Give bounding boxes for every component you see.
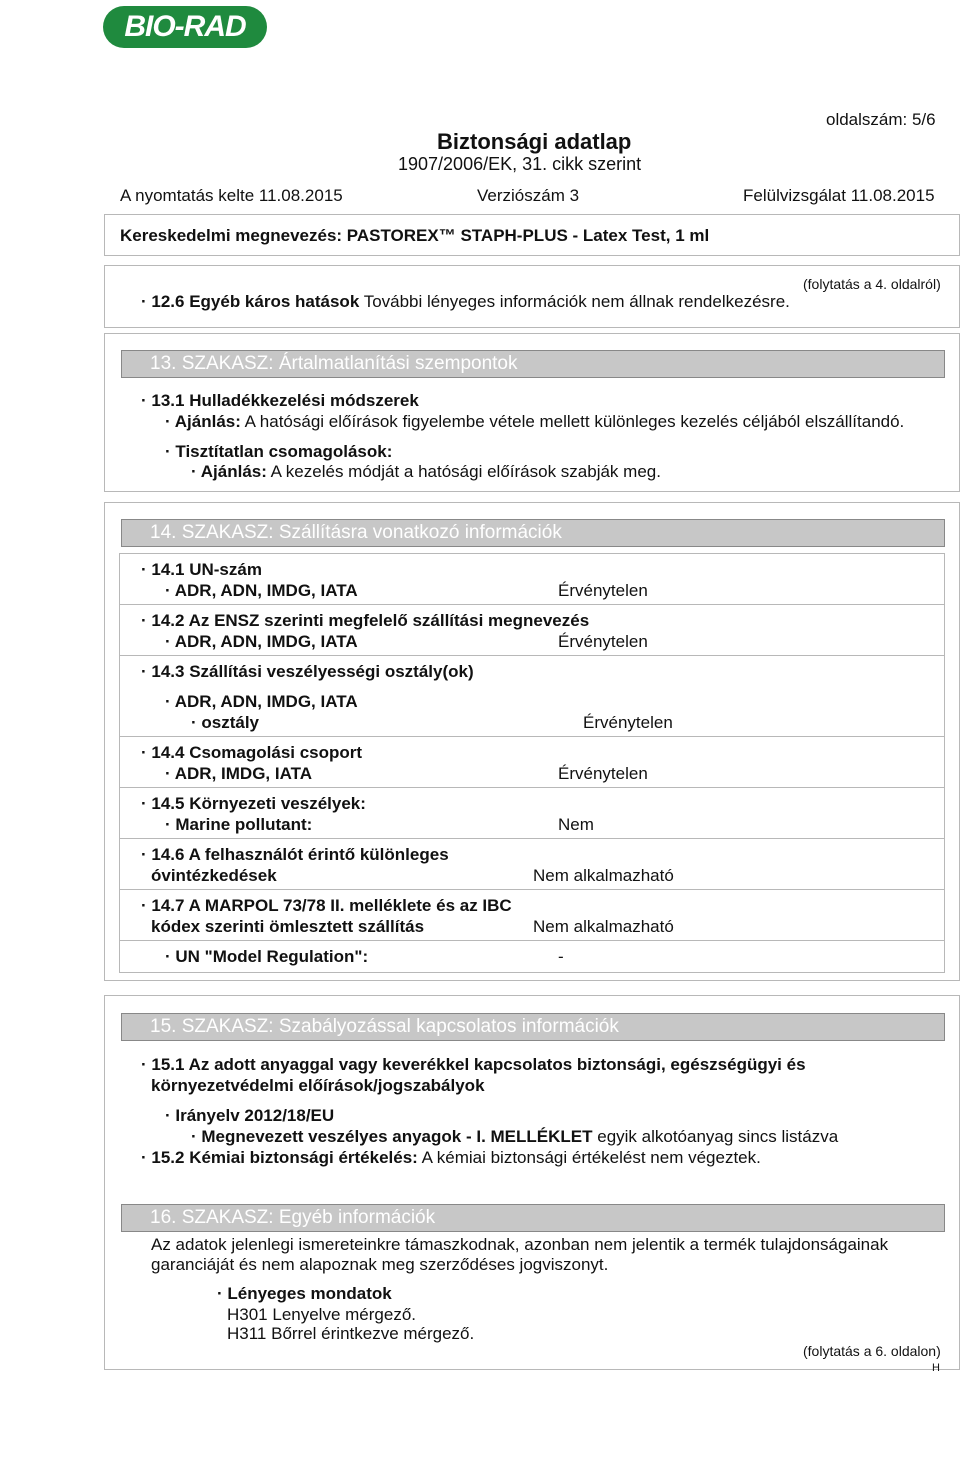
section-15-2-label: · 15.2 Kémiai biztonsági értékelés:	[141, 1148, 418, 1167]
packaging-recommendation	[191, 462, 661, 482]
section-12-6-label: · 12.6 Egyéb káros hatások	[141, 292, 360, 311]
continued-to: (folytatás a 6. oldalon)	[803, 1343, 941, 1359]
section-14-title: 14. SZAKASZ: Szállításra vonatkozó információk	[150, 522, 562, 543]
section-16-paragraph-line2: garanciáját és nem alapoznak meg szerződéses jogviszonyt.	[151, 1255, 609, 1274]
divider	[120, 736, 944, 737]
page-number: oldalszám: 5/6	[826, 110, 936, 129]
section-13-box	[104, 333, 960, 492]
row-14-5-sub: · Marine pollutant:	[165, 815, 313, 834]
section-12-6-text: További lényeges információk nem állnak rendelkezésre.	[359, 292, 790, 311]
row-14-6-heading-cont: óvintézkedések	[151, 866, 277, 885]
section-12-6	[141, 292, 790, 312]
un-model-regulation-value: -	[558, 947, 564, 966]
section-15-header	[121, 1013, 945, 1041]
section-15-1-line1: · 15.1 Az adott anyaggal vagy keverékkel kapcsolatos biztonsági, egészségügyi és	[141, 1055, 806, 1074]
row-14-1-sub: · ADR, ADN, IMDG, IATA	[165, 581, 358, 600]
packaging-recommendation-text: A kezelés módját a hatósági előírások szabják meg.	[266, 462, 661, 481]
uncleaned-packaging: · Tisztítatlan csomagolások:	[165, 442, 393, 461]
row-14-5-value: Nem	[558, 815, 594, 834]
section-16-header	[121, 1204, 945, 1232]
row-14-6-heading: · 14.6 A felhasználót érintő különleges	[141, 845, 449, 864]
row-14-3-heading: · 14.3 Szállítási veszélyességi osztály(ok)	[141, 662, 474, 681]
named-substances-label: · Megnevezett veszélyes anyagok - I. MELLÉKLET	[191, 1127, 593, 1146]
row-14-4-heading: · 14.4 Csomagolási csoport	[141, 743, 363, 762]
row-14-4-sub: · ADR, IMDG, IATA	[165, 764, 312, 783]
revision-date: Felülvizsgálat 11.08.2015	[743, 186, 935, 205]
section-15-2-text: A kémiai biztonsági értékelést nem végeztek.	[417, 1148, 761, 1167]
row-14-6-value: Nem alkalmazható	[533, 866, 674, 885]
recommendation-label: · Ajánlás:	[165, 412, 241, 431]
named-dangerous-substances	[191, 1127, 838, 1147]
section-13-recommendation	[165, 412, 904, 432]
divider	[120, 940, 944, 941]
section-12-box	[104, 265, 960, 328]
section-15-title: 15. SZAKASZ: Szabályozással kapcsolatos információk	[150, 1016, 619, 1037]
row-14-2-sub: · ADR, ADN, IMDG, IATA	[165, 632, 358, 651]
divider	[120, 889, 944, 890]
section-13-header	[121, 350, 945, 378]
version-number: Verziószám 3	[477, 186, 580, 205]
logo-text: BIO-RAD	[124, 10, 246, 43]
divider	[120, 604, 944, 605]
document-subtitle: 1907/2006/EK, 31. cikk szerint	[398, 154, 642, 174]
row-14-2-heading: · 14.2 Az ENSZ szerinti megfelelő szállítási megnevezés	[141, 611, 590, 630]
footer-mark: H	[932, 1362, 940, 1374]
phrase-h301: H301 Lenyelve mérgező.	[227, 1305, 417, 1324]
un-model-regulation: · UN "Model Regulation":	[165, 947, 369, 966]
packaging-recommendation-label: · Ajánlás:	[191, 462, 267, 481]
print-date: A nyomtatás kelte 11.08.2015	[120, 186, 343, 205]
relevant-phrases: · Lényeges mondatok	[217, 1284, 392, 1303]
section-16-paragraph-line1: Az adatok jelenlegi ismereteinkre támaszkodnak, azonban nem jelentik a termék tulajdonságainak	[151, 1235, 889, 1254]
section-14-header	[121, 519, 945, 547]
divider	[120, 838, 944, 839]
named-substances-text: egyik alkotóanyag sincs listázva	[592, 1127, 839, 1146]
bio-rad-logo	[103, 6, 267, 48]
row-14-4-value: Érvénytelen	[558, 764, 648, 783]
row-14-1-heading: · 14.1 UN-szám	[141, 560, 262, 579]
section-14-box	[104, 502, 960, 981]
divider	[120, 787, 944, 788]
phrase-h311: H311 Bőrrel érintkezve mérgező.	[227, 1324, 475, 1343]
divider	[120, 655, 944, 656]
row-14-3-class: · osztály	[191, 713, 260, 732]
row-14-2-value: Érvénytelen	[558, 632, 648, 651]
section-13-title: 13. SZAKASZ: Ártalmatlanítási szempontok	[150, 353, 518, 374]
row-14-1-value: Érvénytelen	[558, 581, 648, 600]
row-14-5-heading: · 14.5 Környezeti veszélyek:	[141, 794, 366, 813]
section-15-1-line2: környezetvédelmi előírások/jogszabályok	[151, 1076, 485, 1095]
document-title: Biztonsági adatlap	[437, 129, 632, 154]
trade-name: Kereskedelmi megnevezés: PASTOREX™ STAPH-PLUS - Latex Test, 1 ml	[120, 226, 710, 245]
row-14-7-value: Nem alkalmazható	[533, 917, 674, 936]
continued-from: (folytatás a 4. oldalról)	[803, 276, 941, 292]
section-13-1: · 13.1 Hulladékkezelési módszerek	[141, 391, 419, 410]
section-16-title: 16. SZAKASZ: Egyéb információk	[150, 1207, 436, 1228]
row-14-3-value: Érvénytelen	[583, 713, 673, 732]
section-15-16-box	[104, 995, 960, 1370]
row-14-7-heading: · 14.7 A MARPOL 73/78 II. melléklete és az IBC	[141, 896, 512, 915]
row-14-7-heading-cont: kódex szerinti ömlesztett szállítás	[151, 917, 425, 936]
row-14-3-sub: · ADR, ADN, IMDG, IATA	[165, 692, 358, 711]
trade-name-box	[104, 214, 960, 256]
recommendation-text: A hatósági előírások figyelembe vétele mellett különleges kezelés céljából elszállítandó.	[240, 412, 905, 431]
section-15-2	[141, 1148, 761, 1168]
directive: · Irányelv 2012/18/EU	[165, 1106, 335, 1125]
